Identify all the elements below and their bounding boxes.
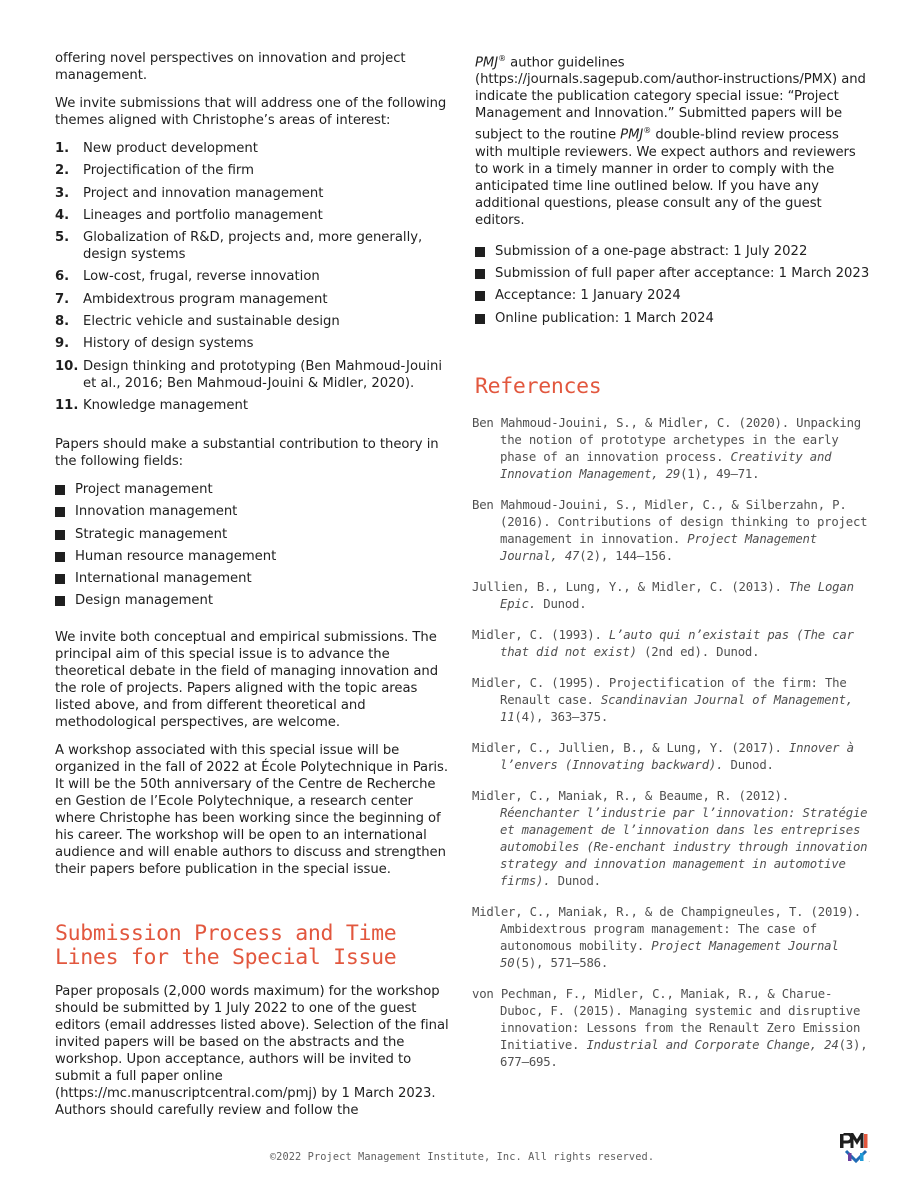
theme-number: 6. bbox=[55, 269, 70, 285]
pmi-logo bbox=[840, 1133, 872, 1163]
theme-text: Projectification of the firm bbox=[83, 163, 254, 179]
theme-item bbox=[55, 313, 450, 330]
reference-text: (2), 144–156. bbox=[579, 548, 673, 563]
theme-item bbox=[55, 162, 450, 179]
square-bullet-icon bbox=[475, 269, 485, 279]
reference-entry bbox=[472, 986, 870, 1071]
field-item-text: Innovation management bbox=[75, 504, 238, 520]
field-item-text: Project management bbox=[75, 481, 213, 497]
field-item bbox=[55, 592, 450, 609]
guidelines-text: author guidelines (https://journals.sagepub.com/author-instructions/PMX) and indicate the publication category special issue: “Project Management and Innovation.” Submitted papers will be subject to the routine bbox=[475, 55, 866, 143]
theme-number: 8. bbox=[55, 314, 70, 330]
intro-paragraph: offering novel perspectives on innovation and project management. bbox=[55, 51, 406, 83]
reference-text: (1), 49–71. bbox=[680, 466, 760, 481]
theme-number: 2. bbox=[55, 163, 70, 179]
references-heading: References bbox=[475, 373, 602, 399]
theme-text: New product development bbox=[83, 141, 258, 156]
timeline-item-text: Submission of full paper after acceptance: 1 March 2023 bbox=[495, 266, 870, 282]
reference-source: L’auto qui n’existait pas (The car that did not exist) bbox=[500, 627, 854, 659]
reference-text: Midler, C., Maniak, R., & de Champigneules, T. (2019). Ambidextrous program management: The case of autonomous mobility. bbox=[472, 904, 861, 953]
timeline-item-text: Acceptance: 1 January 2024 bbox=[495, 288, 681, 304]
theme-number: 7. bbox=[55, 291, 70, 307]
theme-item bbox=[55, 207, 450, 224]
square-bullet-icon bbox=[55, 552, 65, 562]
reference-text: Midler, C. (1995). Projectification of the firm: The Renault case. bbox=[472, 675, 847, 707]
reference-entry bbox=[472, 497, 870, 565]
timeline-item bbox=[475, 287, 870, 304]
square-bullet-icon bbox=[475, 314, 485, 324]
reference-text: Midler, C., Maniak, R., & Beaume, R. (2012). bbox=[472, 788, 789, 803]
field-item-text: Human resource management bbox=[75, 548, 277, 564]
theme-item bbox=[55, 268, 450, 285]
field-item bbox=[55, 481, 450, 498]
reference-entry bbox=[472, 675, 870, 726]
reference-entry bbox=[472, 904, 870, 972]
theme-number: 3. bbox=[55, 185, 70, 201]
theme-item bbox=[55, 229, 450, 263]
left-column bbox=[55, 50, 450, 1130]
field-item-text: Strategic management bbox=[75, 526, 228, 542]
reference-entry bbox=[472, 740, 870, 774]
reference-source: Innover à l’envers (Innovating backward). bbox=[500, 740, 854, 772]
references-list bbox=[472, 415, 870, 1071]
theme-item bbox=[55, 291, 450, 308]
timeline-item bbox=[475, 243, 870, 260]
square-bullet-icon bbox=[55, 485, 65, 495]
square-bullet-icon bbox=[55, 530, 65, 540]
reference-text: (2nd ed). Dunod. bbox=[636, 644, 760, 659]
square-bullet-icon bbox=[55, 574, 65, 584]
reference-source: Project Management Journal 50 bbox=[500, 938, 839, 970]
reference-source: Industrial and Corporate Change, 24 bbox=[586, 1037, 839, 1052]
reference-text: Midler, C. (1993). bbox=[472, 627, 609, 642]
guidelines-text: double-blind review process with multiple reviewers. We expect authors and reviewers to work in a timely manner in order to comply with the anticipated time line outlined below. If you have any additional questions, please consult any of the guest editors. bbox=[475, 127, 856, 228]
theme-text: Knowledge management bbox=[83, 397, 249, 413]
theme-number: 10. bbox=[55, 358, 79, 374]
timeline-item bbox=[475, 265, 870, 282]
invite-themes-paragraph: We invite submissions that will address one of the following themes aligned with Christophe’s areas of interest: bbox=[55, 96, 447, 128]
square-bullet-icon bbox=[55, 596, 65, 606]
square-bullet-icon bbox=[475, 247, 485, 257]
theme-text: Lineages and portfolio management bbox=[83, 207, 323, 223]
reference-entry bbox=[472, 627, 870, 661]
copyright-footer: ©2022 Project Management Institute, Inc. All rights reserved. bbox=[269, 1151, 655, 1163]
square-bullet-icon bbox=[55, 507, 65, 517]
theme-number: 11. bbox=[55, 397, 79, 413]
theme-item bbox=[55, 185, 450, 202]
conceptual-paragraph: We invite both conceptual and empirical submissions. The principal aim of this special issue is to advance the theoretical debate in the field of managing innovation and the role of projects. Papers aligned with the topic areas listed above, and from different theoretical and methodological perspectives, are welcome. bbox=[55, 630, 439, 731]
reference-text: Ben Mahmoud-Jouini, S., & Midler, C. (2020). Unpacking the notion of prototype archetypes in the early phase of an innovation process. bbox=[472, 415, 861, 464]
reference-entry bbox=[472, 579, 870, 613]
theme-number: 5. bbox=[55, 230, 70, 246]
theme-number: 1. bbox=[55, 141, 70, 156]
field-item bbox=[55, 548, 450, 565]
theme-item bbox=[55, 335, 450, 352]
timeline-item-text: Online publication: 1 March 2024 bbox=[495, 310, 714, 326]
submission-heading: Submission Process and Time Lines for the Special Issue bbox=[55, 921, 397, 971]
submission-paragraph: Paper proposals (2,000 words maximum) for the workshop should be submitted by 1 July 2022 to one of the guest editors (email addresses listed above). Selection of the final invited papers will be based on the abstracts and the workshop. Upon acceptance, authors will be invited to submit a full paper online (https://mc.manuscriptcentral.com/pmj) by 1 March 2023. Authors should carefully review and follow the bbox=[55, 984, 449, 1119]
field-item bbox=[55, 503, 450, 520]
reference-text: (4), 363–375. bbox=[514, 709, 609, 724]
theme-text: Design thinking and prototyping (Ben Mahmoud-Jouini et al., 2016; Ben Mahmoud-Jouini & Midler, 2020). bbox=[83, 358, 443, 391]
fields-list bbox=[55, 481, 450, 609]
field-item bbox=[55, 570, 450, 587]
theme-item bbox=[55, 140, 450, 157]
reference-text: (3), 677–695. bbox=[500, 1037, 868, 1069]
journal-abbrev: PMJ bbox=[475, 55, 499, 71]
reference-text: Midler, C., Jullien, B., & Lung, Y. (2017). bbox=[472, 740, 789, 755]
reference-text: Jullien, B., Lung, Y., & Midler, C. (2013). bbox=[472, 579, 789, 594]
square-bullet-icon bbox=[475, 291, 485, 301]
fields-intro-paragraph: Papers should make a substantial contribution to theory in the following fields: bbox=[55, 436, 439, 469]
reference-source: The Logan Epic. bbox=[500, 579, 854, 611]
registered-mark: ® bbox=[498, 54, 507, 63]
reference-entry bbox=[472, 788, 870, 890]
reference-text: Dunod. bbox=[723, 757, 774, 772]
theme-number: 9. bbox=[55, 336, 70, 352]
theme-text: Low-cost, frugal, reverse innovation bbox=[83, 269, 320, 285]
theme-text: Ambidextrous program management bbox=[83, 291, 328, 307]
reference-text: Dunod. bbox=[550, 873, 601, 888]
workshop-paragraph: A workshop associated with this special issue will be organized in the fall of 2022 at École Polytechnique in Paris. It will be the 50th anniversary of the Centre de Recherche en Gestion de l’Ecole Polytechnique, a research center where Christophe has been working since the beginning of his career. The workshop will be open to an international audience and will enable authors to discuss and strengthen their papers before publication in the special issue. bbox=[55, 743, 449, 878]
guidelines-paragraph bbox=[475, 50, 870, 229]
theme-item bbox=[55, 397, 450, 414]
right-column bbox=[472, 50, 870, 1085]
timeline-item-text: Submission of a one-page abstract: 1 July 2022 bbox=[495, 243, 808, 259]
reference-text: Ben Mahmoud-Jouini, S., Midler, C., & Silberzahn, P. (2016). Contributions of design thinking to project management in innovation. bbox=[472, 497, 868, 546]
theme-item bbox=[55, 358, 450, 392]
svg-text:.: . bbox=[868, 1158, 870, 1163]
timeline-item bbox=[475, 310, 870, 327]
field-item-text: International management bbox=[75, 571, 252, 587]
reference-text: von Pechman, F., Midler, C., Maniak, R., & Charue-Duboc, F. (2015). Managing systemic and disruptive innovation: Lessons from the Renault Zero Emission Initiative. bbox=[472, 986, 861, 1052]
reference-source: Project Management Journal, 47 bbox=[500, 531, 817, 563]
themes-list bbox=[55, 140, 450, 414]
field-item bbox=[55, 526, 450, 543]
journal-abbrev: PMJ bbox=[620, 127, 644, 143]
field-item-text: Design management bbox=[75, 593, 214, 609]
theme-number: 4. bbox=[55, 207, 70, 223]
timeline-list bbox=[475, 243, 870, 327]
reference-source: Réenchanter l’industrie par l’innovation: Stratégie et management de l’innovation dans les entreprises automobiles (Re-enchant industry through innovation strategy and innovation management in automotive firms). bbox=[500, 805, 868, 888]
theme-text: Electric vehicle and sustainable design bbox=[83, 314, 340, 330]
registered-mark: ® bbox=[643, 126, 652, 136]
reference-entry bbox=[472, 415, 870, 483]
theme-text: History of design systems bbox=[83, 336, 254, 352]
reference-text: (5), 571–586. bbox=[514, 955, 609, 970]
reference-source: Creativity and Innovation Management, 29 bbox=[500, 449, 832, 481]
reference-source: Scandinavian Journal of Management, 11 bbox=[500, 692, 853, 724]
theme-text: Globalization of R&D, projects and, more generally, design systems bbox=[83, 230, 423, 263]
theme-text: Project and innovation management bbox=[83, 185, 324, 201]
reference-text: Dunod. bbox=[536, 596, 587, 611]
